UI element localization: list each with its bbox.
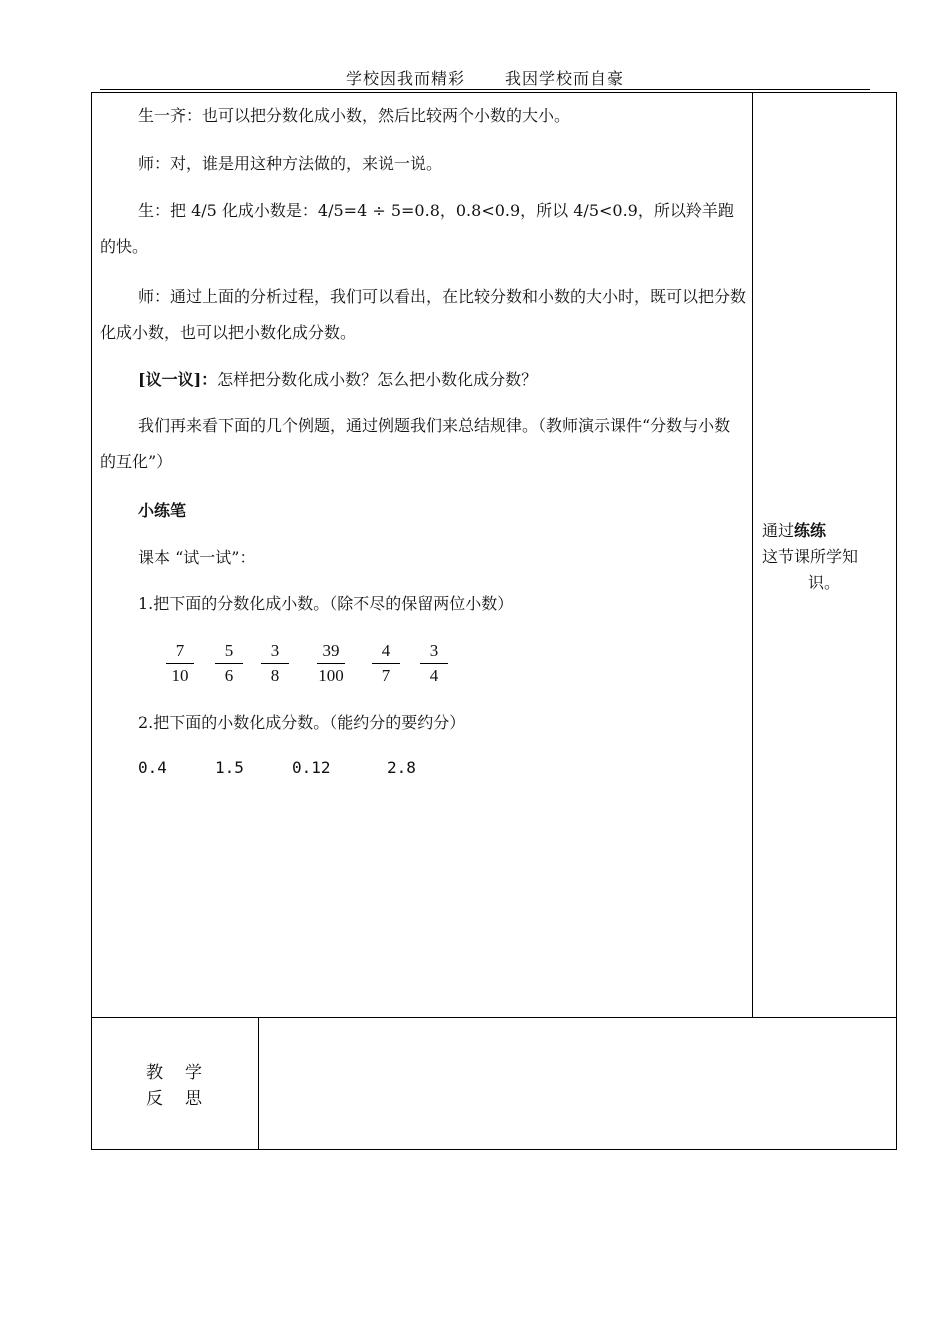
fraction-item: 39 100 xyxy=(318,641,344,685)
fraction-item: 7 10 xyxy=(160,640,200,687)
decimal-item: 1.5 xyxy=(215,758,244,777)
discussion-label: [议一议]： xyxy=(138,370,218,389)
header-rule xyxy=(100,89,870,90)
paragraph-teacher-summary: 师：通过上面的分析过程，我们可以看出，在比较分数和小数的大小时，既可以把分数化成小数，也可以把小数化成分数。 xyxy=(100,287,747,342)
paragraph-students: 生一齐：也可以把分数化成小数，然后比较两个小数的大小。 xyxy=(138,106,571,125)
paragraph-examples: 我们再来看下面的几个例题，通过例题我们来总结规律。（教师演示课件“分数与小数的互化”） xyxy=(100,416,731,471)
discussion-text: 怎样把分数化成小数？怎么把小数化成分数？ xyxy=(217,370,538,389)
side-note: 通过练练 这节课所学知 识。 xyxy=(762,521,859,592)
table-border-bottom xyxy=(91,1149,897,1150)
fraction-item: 3 4 xyxy=(414,640,454,687)
table-border-top xyxy=(91,92,897,93)
fraction-item: 3 8 xyxy=(255,640,295,687)
fraction-item: 5 6 xyxy=(209,640,249,687)
textbook-line: 课本 “试一试”： xyxy=(138,548,256,567)
table-border-left xyxy=(91,92,92,1150)
question-1: 1.把下面的分数化成小数。（除不尽的保留两位小数） xyxy=(138,594,514,613)
decimal-item: 0.12 xyxy=(292,758,331,777)
fraction-item: 4 7 xyxy=(366,640,406,687)
decimal-item: 0.4 xyxy=(138,758,167,777)
paragraph-teacher-ask: 师：对，谁是用这种方法做的，来说一说。 xyxy=(138,154,443,173)
paragraph-discussion xyxy=(100,362,746,398)
question-2: 2.把下面的小数化成分数。（能约分的要约分） xyxy=(138,713,466,732)
table-divider-reflection xyxy=(258,1017,259,1150)
table-row-divider xyxy=(91,1017,897,1018)
reflection-label-line1: 教学 xyxy=(146,1063,224,1083)
table-divider-notes xyxy=(752,92,753,1018)
table-border-right xyxy=(896,92,897,1150)
header-motto-left: 学校因我而精彩 xyxy=(345,69,465,88)
paragraph-student-answer: 生：把 4/5 化成小数是：4/5=4 ÷ 5=0.8，0.8<0.9，所以 4/5<0.9，所以羚羊跑的快。 xyxy=(100,201,734,256)
reflection-label-line2: 反思 xyxy=(146,1089,224,1109)
decimal-item: 2.8 xyxy=(387,758,416,777)
header-motto-right: 我因学校而自豪 xyxy=(505,69,625,88)
practice-heading: 小练笔 xyxy=(138,501,187,520)
page-header xyxy=(100,66,870,89)
